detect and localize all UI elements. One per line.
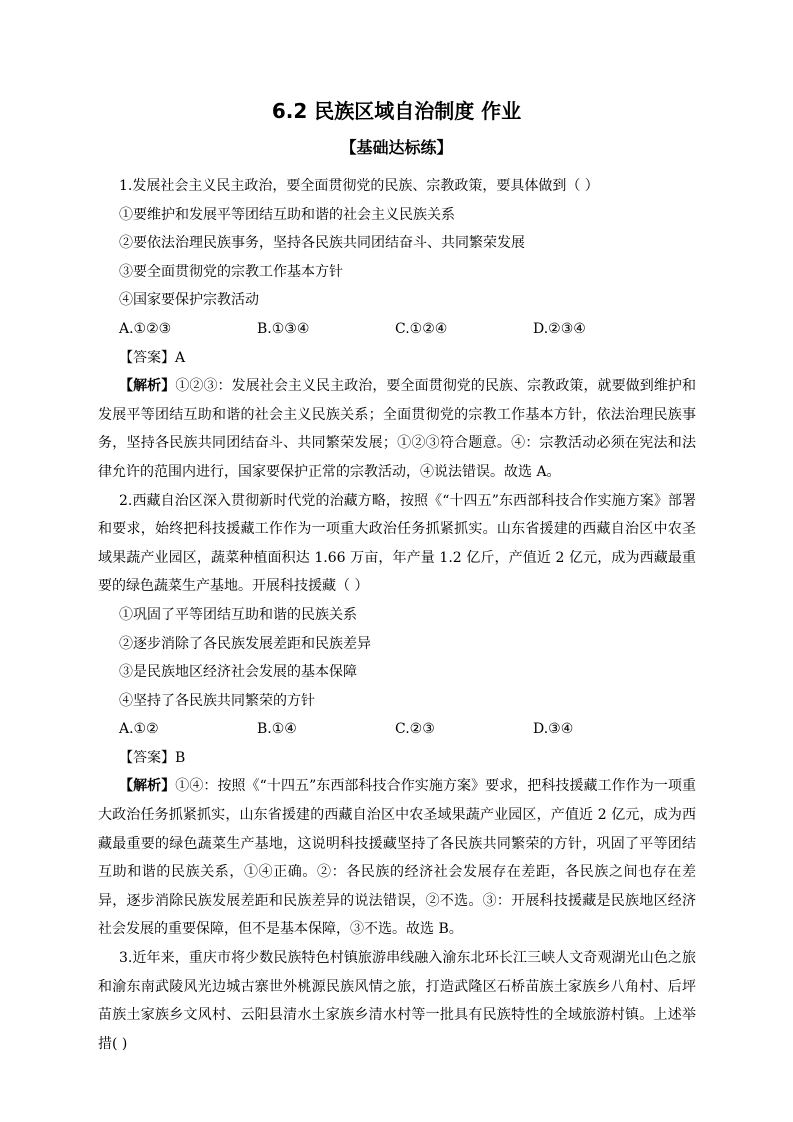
- answer-label: 【答案】: [119, 749, 175, 766]
- answer-label: 【答案】: [119, 349, 175, 366]
- question-2-options: [98, 715, 696, 744]
- option-c: C.①②④: [395, 320, 448, 337]
- question-1-stem: 1.发展社会主义民主政治，要全面贯彻党的民族、宗教政策，要具体做到（ ）: [119, 178, 599, 194]
- option-a: A.①②③: [119, 320, 172, 337]
- option-d: D.③④: [533, 721, 574, 738]
- option-a: A.①②: [119, 721, 159, 738]
- question-2-answer: [98, 744, 696, 773]
- analysis-text: ①④：按照《“十四五”东西部科技合作实施方案》要求，把科技援藏工作作为一项重大政治任务抓紧抓实，山东省援建的西藏自治区中农圣域果蔬产业园区，产值近 2 亿元，成为西藏最重要的绿色蔬菜生产基地，这说明科技援藏坚持了各民族共同繁荣的方针，巩固了平等团结互助和谐的民族关系，①④正确。②：各民族的经济社会发展存在差距，各民族之间也存在差异，逐步消除民族发展差距和民族差异的说法错误，②不选。③：开展科技援藏是民族地区经济社会发展的重要保障，但不是基本保障，③不选。故选 B。: [98, 778, 697, 938]
- question-1-item: ④国家要保护宗教活动: [119, 292, 259, 309]
- section-heading: 【基础达标练】: [340, 138, 453, 157]
- question-1-options: [98, 315, 696, 344]
- question-1-answer: [98, 344, 696, 373]
- question-2-stem: 2.西藏自治区深入贯彻新时代党的治藏方略，按照《“十四五”东西部科技合作实施方案》部署和要求，始终把科技援藏工作作为一项重大政治任务抓紧抓实。山东省援建的西藏自治区中农圣域果蔬产业园区，蔬菜种植面积达 1.66 万亩，年产量 1.2 亿斤，产值近 2 亿元，成为西藏最重要的绿色蔬菜生产基地。开展科技援藏（ ）: [98, 492, 696, 595]
- option-c: C.②③: [395, 721, 435, 738]
- question-2-analysis: [98, 772, 696, 944]
- question-1-item: ②要依法治理民族事务，坚持各民族共同团结奋斗、共同繁荣发展: [119, 235, 525, 252]
- question-1-item: ③要全面贯彻党的宗教工作基本方针: [119, 263, 343, 280]
- analysis-label: 【解析】: [119, 778, 176, 795]
- question-2-item: ④坚持了各民族共同繁荣的方针: [119, 692, 315, 709]
- option-b: B.①③④: [257, 320, 310, 337]
- question-3-stem: 3.近年来，重庆市将少数民族特色村镇旅游串线融入渝东北环长江三峡人文奇观湖光山色之旅和渝东南武陵风光边城古寨世外桃源民族风情之旅，打造武隆区石桥苗族土家族乡八角村、后坪苗族土家族乡文风村、云阳县清水土家族乡清水村等一批具有民族特性的全域旅游村镇。上述举措( ): [98, 950, 696, 1052]
- page-title: 6.2 民族区域自治制度 作业: [271, 99, 522, 123]
- answer-value: A: [175, 349, 186, 366]
- document-body: [98, 172, 696, 1058]
- analysis-text: ①②③：发展社会主义民主政治，要全面贯彻党的民族、宗教政策，就要做到维护和发展平等团结互助和谐的社会主义民族关系；全面贯彻党的宗教工作基本方针，依法治理民族事务，坚持各民族共同团结奋斗、共同繁荣发展；①②③符合题意。④：宗教活动必须在宪法和法律允许的范围内进行，国家要保护正常的宗教活动，④说法错误。故选 A。: [98, 378, 697, 480]
- question-1-item: ①要维护和发展平等团结互助和谐的社会主义民族关系: [119, 206, 455, 223]
- option-b: B.①④: [257, 721, 297, 738]
- question-2-item: ③是民族地区经济社会发展的基本保障: [119, 664, 357, 681]
- question-1-analysis: [98, 372, 696, 486]
- analysis-label: 【解析】: [119, 378, 176, 395]
- question-2-item: ①巩固了平等团结互助和谐的民族关系: [119, 606, 357, 623]
- question-2-item: ②逐步消除了各民族发展差距和民族差异: [119, 635, 371, 652]
- option-d: D.②③④: [533, 320, 586, 337]
- answer-value: B: [175, 749, 186, 766]
